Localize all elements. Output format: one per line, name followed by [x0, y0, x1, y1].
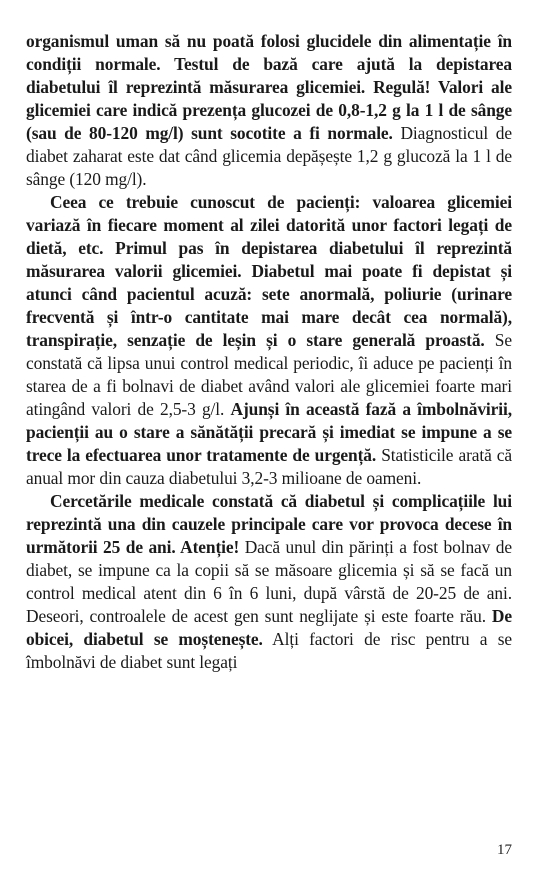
- text-run: Diagnosticul de diabet zaharat este dat când glicemia depășește 1,2 g glucoză la 1 l de sânge (120 mg/l).: [26, 123, 512, 189]
- paragraph-1: [26, 30, 512, 191]
- paragraph-2: [26, 191, 512, 490]
- text-run: Ajunși în această fază a îmbolnăvirii, pacienții au o stare a sănătății precară și imediat se impune a se trece la efectuarea unor tratamente de urgență.: [26, 399, 512, 465]
- page-number: 17: [497, 842, 512, 858]
- text-run: Statisticile arată că anual mor din cauza diabetului 3,2-3 milioane de oameni.: [26, 445, 512, 488]
- text-run: Ceea ce trebuie cunoscut de pacienți: valoarea glicemiei variază în fiecare moment al zilei datorită unor factori legați de dietă, etc. Primul pas în depistarea diabetului îl reprezintă măsurarea valorii glicemiei. Diabetul mai poate fi depistat și atunci când pacientul acuză: sete anormală, poliurie (urinare frecventă și într-o cantitate mai mare decât cea normală), transpirație, senzație de leșin și o stare generală proastă.: [26, 192, 512, 350]
- text-run: De obicei, diabetul se moștenește.: [26, 606, 512, 649]
- text-run: Dacă unul din părinți a fost bolnav de diabet, se impune ca la copii să se măsoare glicemia și să se facă un control medical atent din 6 în 6 luni, după vârstă de 20-25 de ani. Deseori, controalele de acest gen sunt neglijate și este foarte rău.: [26, 537, 512, 626]
- page-body: [26, 30, 512, 674]
- text-run: organismul uman să nu poată folosi glucidele din alimentație în condiții normale. Testul de bază care ajută la depistarea diabetului îl reprezintă măsurarea glicemiei. Regulă! Valori ale glicemiei care indică prezența glucozei de 0,8-1,2 g la 1 l de sânge (sau de 80-120 mg/l) sunt socotite a fi normale.: [26, 31, 512, 143]
- text-run: Se constată că lipsa unui control medical periodic, îi aduce pe pacienți în starea de a fi bolnavi de diabet având valori ale glicemiei foarte mari atingând valori de 2,5-3 g/l.: [26, 330, 512, 419]
- text-run: Cercetările medicale constată că diabetul și complicațiile lui reprezintă una din cauzele principale care vor provoca decese în următorii 25 de ani. Atenție!: [26, 491, 512, 557]
- paragraph-3: [26, 490, 512, 674]
- text-run: Alți factori de risc pentru a se îmbolnăvi de diabet sunt legați: [26, 629, 512, 672]
